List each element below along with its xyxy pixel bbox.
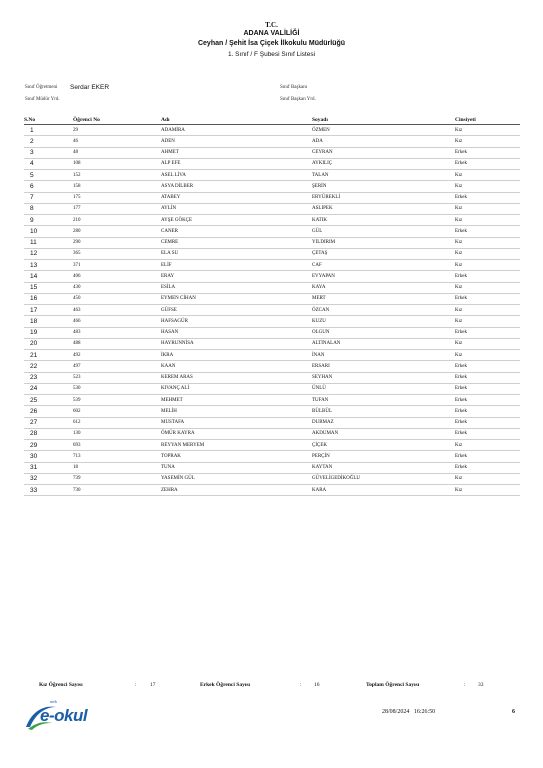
- cell-sno: 21: [24, 350, 73, 361]
- cell-name: REYYAN MERYEM: [161, 440, 312, 451]
- teacher-value: Serdar EKER: [70, 84, 110, 91]
- cell-sno: 6: [24, 181, 73, 192]
- cell-student-no: 290: [73, 237, 161, 248]
- cell-surname: ADA: [312, 136, 455, 147]
- table-row: [24, 158, 520, 169]
- cell-surname: CEYRAN: [312, 147, 455, 158]
- cell-surname: TALAN: [312, 170, 455, 181]
- cell-name: ELA SU: [161, 248, 312, 259]
- logo-meb-text: meb: [50, 699, 57, 704]
- logo-text: e-okul: [40, 706, 88, 725]
- cell-sno: 31: [24, 462, 73, 473]
- cell-gender: Erkek: [455, 462, 520, 473]
- cell-sno: 26: [24, 406, 73, 417]
- col-header-sno: S.No: [24, 116, 73, 125]
- cell-student-no: 693: [73, 440, 161, 451]
- cell-student-no: 280: [73, 226, 161, 237]
- girls-count-label: Kız Öğrenci Sayısı: [39, 682, 83, 688]
- cell-student-no: 158: [73, 181, 161, 192]
- cell-gender: Kız: [455, 215, 520, 226]
- table-row: [24, 136, 520, 147]
- cell-student-no: 130: [73, 428, 161, 439]
- cell-gender: Erkek: [455, 293, 520, 304]
- cell-surname: YILDIRIM: [312, 237, 455, 248]
- cell-surname: İNAN: [312, 350, 455, 361]
- cell-surname: ÖZCAN: [312, 305, 455, 316]
- header-valilik: ADANA VALİLİĞİ: [243, 30, 300, 37]
- table-row: [24, 125, 520, 136]
- page-title: 1. Sınıf / F Şubesi Sınıf Listesi: [227, 51, 316, 58]
- table-row: [24, 226, 520, 237]
- cell-surname: KUZU: [312, 316, 455, 327]
- cell-name: GÜFSE: [161, 305, 312, 316]
- table-row: [24, 147, 520, 158]
- cell-name: ESİLA: [161, 282, 312, 293]
- cell-name: MELİH: [161, 406, 312, 417]
- cell-sno: 9: [24, 215, 73, 226]
- cell-surname: AYKILIÇ: [312, 158, 455, 169]
- table-row: [24, 395, 520, 406]
- cell-sno: 30: [24, 451, 73, 462]
- cell-sno: 22: [24, 361, 73, 372]
- cell-surname: GÜVELİGEDİKOĞLU: [312, 473, 455, 484]
- cell-gender: Kız: [455, 350, 520, 361]
- cell-student-no: 371: [73, 260, 161, 271]
- cell-student-no: 175: [73, 192, 161, 203]
- girls-count: 17: [150, 682, 156, 688]
- cell-sno: 27: [24, 417, 73, 428]
- cell-student-no: 430: [73, 282, 161, 293]
- cell-surname: EVYAPAN: [312, 271, 455, 282]
- col-header-surname: Soyadı: [312, 116, 455, 125]
- cell-student-no: 612: [73, 417, 161, 428]
- cell-name: AYLİN: [161, 203, 312, 214]
- cell-student-no: 406: [73, 271, 161, 282]
- header-tc: T.C.: [265, 21, 278, 29]
- cell-sno: 2: [24, 136, 73, 147]
- cell-surname: ALTINALAN: [312, 338, 455, 349]
- cell-sno: 17: [24, 305, 73, 316]
- cell-surname: KAYTAN: [312, 462, 455, 473]
- cell-name: CEMRE: [161, 237, 312, 248]
- table-row: [24, 327, 520, 338]
- col-header-name: Adı: [161, 116, 312, 125]
- cell-surname: CAF: [312, 260, 455, 271]
- cell-gender: Erkek: [455, 383, 520, 394]
- cell-surname: MERT: [312, 293, 455, 304]
- cell-name: MEHMET: [161, 395, 312, 406]
- cell-gender: Erkek: [455, 406, 520, 417]
- table-row: [24, 248, 520, 259]
- cell-gender: Erkek: [455, 395, 520, 406]
- cell-sno: 14: [24, 271, 73, 282]
- cell-sno: 5: [24, 170, 73, 181]
- cell-surname: BÜLBÜL: [312, 406, 455, 417]
- cell-student-no: 739: [73, 473, 161, 484]
- cell-student-no: 530: [73, 383, 161, 394]
- cell-student-no: 210: [73, 215, 161, 226]
- cell-gender: Erkek: [455, 428, 520, 439]
- cell-sno: 10: [24, 226, 73, 237]
- cell-sno: 32: [24, 473, 73, 484]
- table-row: [24, 271, 520, 282]
- cell-gender: Kız: [455, 473, 520, 484]
- col-header-gender: Cinsiyeti: [455, 116, 520, 125]
- total-separator: :: [464, 682, 466, 688]
- cell-gender: Kız: [455, 237, 520, 248]
- cell-name: İKRA: [161, 350, 312, 361]
- cell-gender: Erkek: [455, 417, 520, 428]
- cell-student-no: 46: [73, 136, 161, 147]
- table-row: [24, 282, 520, 293]
- table-row: [24, 305, 520, 316]
- cell-name: KEREM ARAS: [161, 372, 312, 383]
- cell-name: KIVANÇ ALİ: [161, 383, 312, 394]
- page-number: 6: [512, 709, 515, 715]
- table-row: [24, 237, 520, 248]
- cell-gender: Kız: [455, 485, 520, 496]
- cell-name: CANER: [161, 226, 312, 237]
- cell-name: AHMET: [161, 147, 312, 158]
- cell-student-no: 523: [73, 372, 161, 383]
- cell-sno: 1: [24, 125, 73, 136]
- cell-name: AYŞE GÖKÇE: [161, 215, 312, 226]
- cell-student-no: 48: [73, 147, 161, 158]
- table-row: [24, 361, 520, 372]
- vice-label: Sınıf Müdür Yrd.: [25, 97, 60, 102]
- cell-gender: Erkek: [455, 158, 520, 169]
- cell-name: TOPRAK: [161, 451, 312, 462]
- table-row: [24, 406, 520, 417]
- cell-gender: Erkek: [455, 226, 520, 237]
- cell-gender: Erkek: [455, 271, 520, 282]
- total-count-label: Toplam Öğrenci Sayısı: [366, 682, 420, 688]
- cell-name: ZEHRA: [161, 485, 312, 496]
- cell-name: HAYRUNNİSA: [161, 338, 312, 349]
- table-row: [24, 181, 520, 192]
- cell-name: ASYA DİLBER: [161, 181, 312, 192]
- cell-gender: Erkek: [455, 372, 520, 383]
- table-row: [24, 417, 520, 428]
- boys-count: 16: [314, 682, 320, 688]
- cell-name: MUSTAFA: [161, 417, 312, 428]
- cell-gender: Kız: [455, 282, 520, 293]
- cell-gender: Kız: [455, 305, 520, 316]
- cell-gender: Kız: [455, 338, 520, 349]
- cell-sno: 3: [24, 147, 73, 158]
- cell-sno: 12: [24, 248, 73, 259]
- cell-gender: Erkek: [455, 327, 520, 338]
- cell-surname: KARA: [312, 485, 455, 496]
- cell-student-no: 497: [73, 361, 161, 372]
- cell-sno: 16: [24, 293, 73, 304]
- cell-gender: Kız: [455, 260, 520, 271]
- cell-student-no: 450: [73, 293, 161, 304]
- table-row: [24, 473, 520, 484]
- table-row: [24, 485, 520, 496]
- cell-surname: DURMAZ: [312, 417, 455, 428]
- cell-sno: 24: [24, 383, 73, 394]
- print-datetime: 28/08/2024 16:26:50: [382, 709, 436, 715]
- e-okul-logo: [22, 697, 102, 733]
- cell-sno: 23: [24, 372, 73, 383]
- cell-surname: GÜL: [312, 226, 455, 237]
- table-row: [24, 192, 520, 203]
- cell-name: HASAN: [161, 327, 312, 338]
- vice-president-label: Sınıf Başkan Yrd.: [280, 97, 316, 102]
- cell-sno: 33: [24, 485, 73, 496]
- cell-surname: TUFAN: [312, 395, 455, 406]
- cell-surname: ERSARI: [312, 361, 455, 372]
- cell-student-no: 602: [73, 406, 161, 417]
- cell-student-no: 18: [73, 462, 161, 473]
- cell-student-no: 463: [73, 305, 161, 316]
- header-school: Ceyhan / Şehit İsa Çiçek İlkokulu Müdürlüğü: [197, 40, 346, 47]
- table-row: [24, 338, 520, 349]
- cell-surname: ÇİÇEK: [312, 440, 455, 451]
- table-row: [24, 293, 520, 304]
- cell-gender: Erkek: [455, 192, 520, 203]
- cell-name: ERAY: [161, 271, 312, 282]
- cell-name: YASEMİN GÜL: [161, 473, 312, 484]
- cell-surname: PERÇİN: [312, 451, 455, 462]
- cell-name: KAAN: [161, 361, 312, 372]
- cell-name: ELİF: [161, 260, 312, 271]
- cell-gender: Kız: [455, 136, 520, 147]
- cell-gender: Erkek: [455, 361, 520, 372]
- cell-student-no: 365: [73, 248, 161, 259]
- cell-student-no: 108: [73, 158, 161, 169]
- cell-gender: Kız: [455, 440, 520, 451]
- teacher-label: Sınıf Öğretmeni: [25, 85, 58, 90]
- cell-surname: ŞERİN: [312, 181, 455, 192]
- cell-sno: 29: [24, 440, 73, 451]
- cell-surname: ÖZMEN: [312, 125, 455, 136]
- cell-student-no: 466: [73, 316, 161, 327]
- cell-sno: 11: [24, 237, 73, 248]
- cell-surname: KATIK: [312, 215, 455, 226]
- table-row: [24, 260, 520, 271]
- cell-gender: Kız: [455, 316, 520, 327]
- cell-gender: Kız: [455, 125, 520, 136]
- total-count: 33: [478, 682, 484, 688]
- table-row: [24, 350, 520, 361]
- cell-surname: OLGUN: [312, 327, 455, 338]
- student-table: [24, 116, 520, 496]
- cell-surname: SEYHAN: [312, 372, 455, 383]
- cell-gender: Kız: [455, 170, 520, 181]
- cell-student-no: 713: [73, 451, 161, 462]
- cell-sno: 4: [24, 158, 73, 169]
- cell-student-no: 152: [73, 170, 161, 181]
- cell-sno: 15: [24, 282, 73, 293]
- cell-student-no: 29: [73, 125, 161, 136]
- col-header-student-no: Öğrenci No: [73, 116, 161, 125]
- table-row: [24, 428, 520, 439]
- cell-gender: Kız: [455, 203, 520, 214]
- table-row: [24, 215, 520, 226]
- cell-surname: ÇETAŞ: [312, 248, 455, 259]
- cell-gender: Erkek: [455, 451, 520, 462]
- cell-gender: Kız: [455, 181, 520, 192]
- cell-sno: 19: [24, 327, 73, 338]
- boys-count-label: Erkek Öğrenci Sayısı: [200, 682, 251, 688]
- president-label: Sınıf Başkanı: [280, 85, 308, 90]
- cell-sno: 7: [24, 192, 73, 203]
- cell-student-no: 730: [73, 485, 161, 496]
- cell-sno: 18: [24, 316, 73, 327]
- cell-name: ATABEY: [161, 192, 312, 203]
- table-row: [24, 383, 520, 394]
- cell-name: HAFSAGÜR: [161, 316, 312, 327]
- cell-student-no: 539: [73, 395, 161, 406]
- cell-student-no: 488: [73, 338, 161, 349]
- cell-student-no: 483: [73, 327, 161, 338]
- cell-student-no: 177: [73, 203, 161, 214]
- table-row: [24, 203, 520, 214]
- table-header-row: [24, 116, 520, 125]
- cell-surname: KAYA: [312, 282, 455, 293]
- cell-name: ADAMİRA: [161, 125, 312, 136]
- girls-separator: :: [135, 682, 137, 688]
- table-row: [24, 440, 520, 451]
- cell-name: ALP EFE: [161, 158, 312, 169]
- table-row: [24, 316, 520, 327]
- cell-surname: AKDUMAN: [312, 428, 455, 439]
- cell-surname: ASLIPEK: [312, 203, 455, 214]
- cell-surname: ERYÜREKLİ: [312, 192, 455, 203]
- cell-sno: 28: [24, 428, 73, 439]
- boys-separator: :: [300, 682, 302, 688]
- cell-name: ÖMÜR KAYRA: [161, 428, 312, 439]
- cell-name: ASEL LİVA: [161, 170, 312, 181]
- table-row: [24, 372, 520, 383]
- cell-gender: Erkek: [455, 147, 520, 158]
- cell-sno: 20: [24, 338, 73, 349]
- cell-surname: ÜNLÜ: [312, 383, 455, 394]
- cell-sno: 13: [24, 260, 73, 271]
- cell-sno: 25: [24, 395, 73, 406]
- table-row: [24, 451, 520, 462]
- table-row: [24, 462, 520, 473]
- cell-name: EYMEN CİHAN: [161, 293, 312, 304]
- cell-gender: Kız: [455, 248, 520, 259]
- table-row: [24, 170, 520, 181]
- cell-student-no: 492: [73, 350, 161, 361]
- cell-sno: 8: [24, 203, 73, 214]
- cell-name: ADEN: [161, 136, 312, 147]
- cell-name: TUNA: [161, 462, 312, 473]
